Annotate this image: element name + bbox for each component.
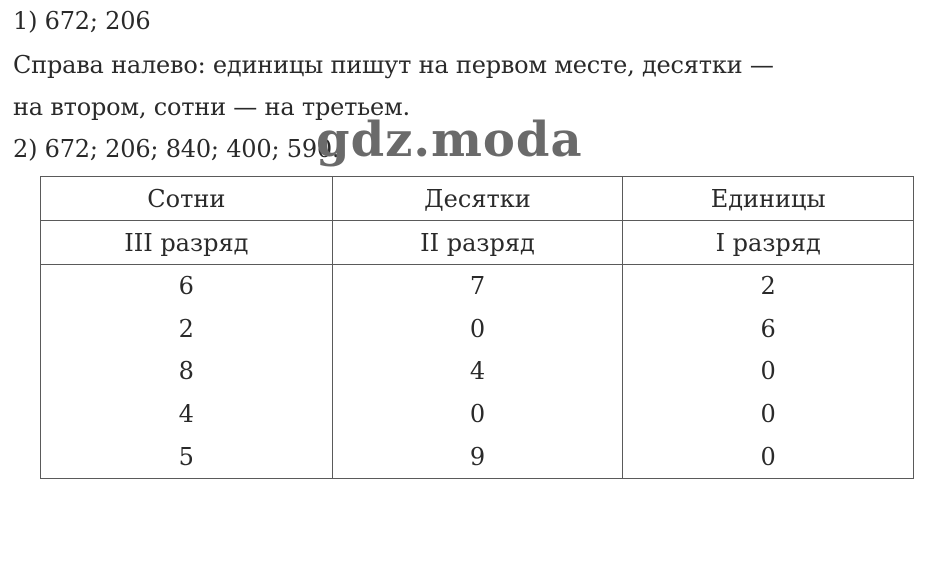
table-cell: 4	[41, 393, 333, 436]
table-row	[41, 308, 914, 351]
table-row	[41, 350, 914, 393]
table-row	[41, 393, 914, 436]
header-hundreds: Сотни	[41, 177, 333, 221]
table-cell: 0	[332, 308, 623, 351]
subheader-units: I разряд	[623, 221, 914, 265]
table-cell: 4	[332, 350, 623, 393]
table-header-row	[41, 177, 914, 221]
place-value-table	[40, 176, 914, 479]
answer-line-1: 1) 672; 206	[13, 7, 151, 35]
table-cell: 0	[623, 350, 914, 393]
table-cell: 0	[623, 435, 914, 478]
watermark: gdz.moda	[316, 112, 583, 168]
header-tens: Десятки	[332, 177, 623, 221]
header-units: Единицы	[623, 177, 914, 221]
table-cell: 8	[41, 350, 333, 393]
table-cell: 6	[41, 265, 333, 308]
subheader-tens: II разряд	[332, 221, 623, 265]
table-cell: 5	[41, 435, 333, 478]
table-cell: 9	[332, 435, 623, 478]
table-cell: 2	[41, 308, 333, 351]
table-row	[41, 435, 914, 478]
explanation-line-2: на втором, сотни — на третьем.	[13, 93, 410, 121]
table-cell: 0	[332, 393, 623, 436]
table-cell: 2	[623, 265, 914, 308]
table-cell: 7	[332, 265, 623, 308]
table-subheader-row	[41, 221, 914, 265]
explanation-line-1: Справа налево: единицы пишут на первом месте, десятки —	[13, 51, 774, 79]
table-cell: 0	[623, 393, 914, 436]
subheader-hundreds: III разряд	[41, 221, 333, 265]
answer-line-2: 2) 672; 206; 840; 400; 590.	[13, 135, 340, 163]
table-row	[41, 265, 914, 308]
table-cell: 6	[623, 308, 914, 351]
